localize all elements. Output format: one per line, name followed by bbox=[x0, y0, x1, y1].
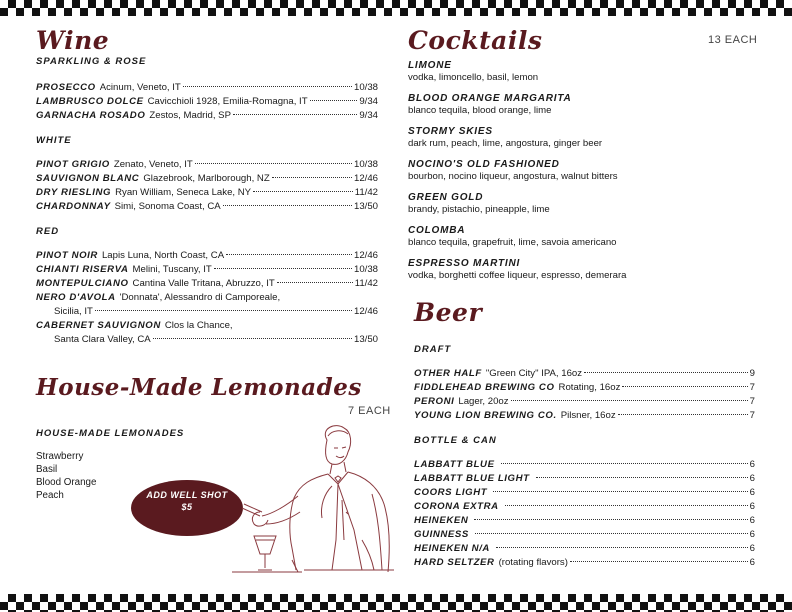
list-item: STORMY SKIES dark rum, peach, lime, angostura, ginger beer bbox=[408, 126, 603, 149]
lemonade-flavor-list bbox=[36, 450, 96, 502]
wine-section-red bbox=[36, 249, 378, 347]
list-item: MONTEPULCIANO Cantina Valle Tritana, Abruzzo, IT 11/42 bbox=[36, 278, 378, 289]
list-item: GARNACHA ROSADO Zestos, Madrid, SP 9/34 bbox=[36, 110, 378, 121]
beer-section-draft bbox=[414, 367, 755, 423]
lemonades-heading: HOUSE-MADE LEMONADES bbox=[36, 428, 185, 439]
checker-border-top bbox=[0, 0, 792, 16]
list-item-continued: Santa Clara Valley, CA 13/50 bbox=[54, 334, 378, 345]
list-item: HEINEKEN N/A 6 bbox=[414, 543, 755, 554]
cocktail-list bbox=[408, 60, 758, 291]
list-item: YOUNG LION BREWING CO. Pilsner, 16oz 7 bbox=[414, 410, 755, 421]
beer-section-heading: DRAFT bbox=[414, 344, 452, 355]
beer-section-heading: BOTTLE & CAN bbox=[414, 435, 497, 446]
list-item: COLOMBA blanco tequila, grapefruit, lime, savoia americano bbox=[408, 225, 617, 248]
wine-title: Wine bbox=[36, 26, 110, 55]
list-item: LAMBRUSCO DOLCE Cavicchioli 1928, Emilia-Romagna, IT 9/34 bbox=[36, 96, 378, 107]
list-item-continued: Sicilia, IT 12/46 bbox=[54, 306, 378, 317]
lemonades-price-note: 7 EACH bbox=[348, 405, 391, 417]
wine-section-sparkling bbox=[36, 81, 378, 123]
wine-section-heading: RED bbox=[36, 226, 60, 237]
list-item: CHIANTI RISERVA Melini, Tuscany, IT 10/38 bbox=[36, 264, 378, 275]
list-item: Peach bbox=[36, 490, 64, 501]
lemonades-title: House-Made Lemonades bbox=[36, 374, 362, 401]
list-item: HARD SELTZER (rotating flavors) 6 bbox=[414, 557, 755, 568]
list-item: NERO D'AVOLA 'Donnata', Alessandro di Camporeale, bbox=[36, 292, 281, 303]
list-item: ESPRESSO MARTINI vodka, borghetti coffee liqueur, espresso, demerara bbox=[408, 258, 627, 281]
list-item: BLOOD ORANGE MARGARITA blanco tequila, blood orange, lime bbox=[408, 93, 572, 116]
beer-list bbox=[414, 344, 755, 570]
list-item: Basil bbox=[36, 464, 58, 475]
list-item: LIMONE vodka, limoncello, basil, lemon bbox=[408, 60, 539, 83]
list-item: PINOT NOIR Lapis Luna, North Coast, CA 12/46 bbox=[36, 250, 378, 261]
checker-border-bottom bbox=[0, 594, 792, 612]
cocktails-title: Cocktails bbox=[408, 26, 543, 55]
list-item: CHARDONNAY Simi, Sonoma Coast, CA 13/50 bbox=[36, 201, 378, 212]
list-item: CORONA EXTRA 6 bbox=[414, 501, 755, 512]
wine-section-heading: SPARKLING & ROSE bbox=[36, 56, 147, 67]
wine-section-white bbox=[36, 158, 378, 214]
list-item: Blood Orange bbox=[36, 477, 97, 488]
cocktails-price-note: 13 EACH bbox=[708, 34, 758, 46]
list-item: COORS LIGHT 6 bbox=[414, 487, 755, 498]
list-item: PROSECCO Acinum, Veneto, IT 10/38 bbox=[36, 82, 378, 93]
list-item: LABBATT BLUE LIGHT 6 bbox=[414, 473, 755, 484]
beer-title: Beer bbox=[414, 298, 483, 327]
wine-section-heading: WHITE bbox=[36, 135, 72, 146]
list-item: NOCINO'S OLD FASHIONED bourbon, nocino liqueur, angostura, walnut bitters bbox=[408, 159, 618, 182]
list-item: SAUVIGNON BLANC Glazebrook, Marlborough, NZ 12/46 bbox=[36, 173, 378, 184]
list-item: HEINEKEN 6 bbox=[414, 515, 755, 526]
list-item: OTHER HALF "Green City" IPA, 16oz 9 bbox=[414, 368, 755, 379]
beer-section-bottle bbox=[414, 458, 755, 570]
list-item: DRY RIESLING Ryan William, Seneca Lake, NY 11/42 bbox=[36, 187, 378, 198]
list-item: GUINNESS 6 bbox=[414, 529, 755, 540]
list-item: CABERNET SAUVIGNON Clos la Chance, bbox=[36, 320, 233, 331]
add-well-shot-badge: ADD WELL SHOT $5 bbox=[131, 480, 243, 536]
bartender-illustration bbox=[232, 420, 394, 580]
list-item: PINOT GRIGIO Zenato, Veneto, IT 10/38 bbox=[36, 159, 378, 170]
list-item: GREEN GOLD brandy, pistachio, pineapple, lime bbox=[408, 192, 550, 215]
wine-list bbox=[36, 56, 378, 347]
list-item: FIDDLEHEAD BREWING CO Rotating, 16oz 7 bbox=[414, 382, 755, 393]
list-item: LABBATT BLUE 6 bbox=[414, 459, 755, 470]
list-item: PERONI Lager, 20oz 7 bbox=[414, 396, 755, 407]
list-item: Strawberry bbox=[36, 451, 84, 462]
